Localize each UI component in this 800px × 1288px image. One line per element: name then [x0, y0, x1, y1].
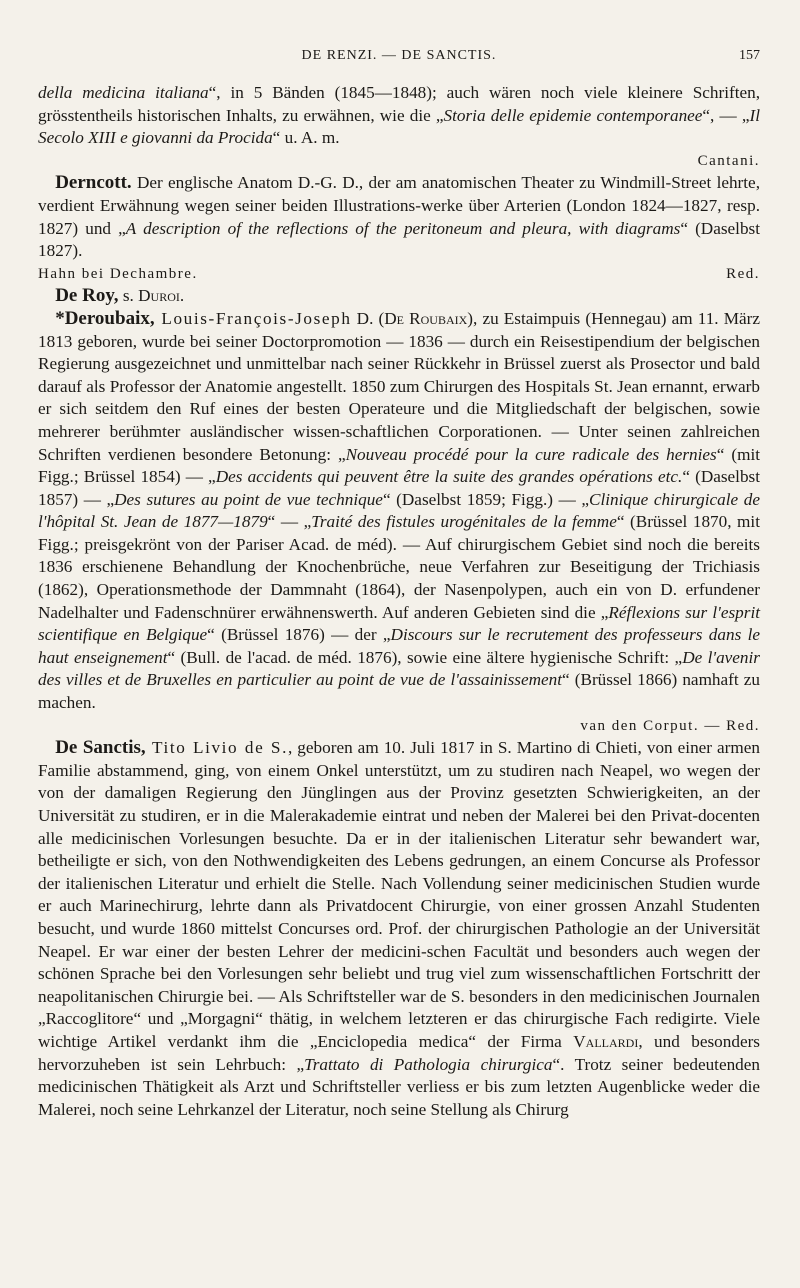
running-head-title: DE RENZI. — DE SANCTIS. [301, 48, 497, 63]
text: “ u. A. m. [272, 128, 340, 148]
work-title: Des accidents qui peuvent être la suite des grandes opérations etc. [215, 467, 683, 487]
work-title: Nouveau procédé pour la cure radicale des hernies [345, 444, 717, 464]
text: “, in 5 Bänden (1845—1848); auch wären noch viele kleinere Schriften, grösstentheils historischen Inhalts, zu erwähnen, wie die „ [38, 83, 760, 125]
text: “ (Daselbst 1859; Figg.) — „ [382, 489, 590, 509]
work-title: De l'avenir des villes et de Bruxelles en particulier au point de vue de l'assainissement [38, 647, 760, 690]
work-title: Storia delle epidemie contemporanee [443, 105, 703, 125]
text: “ (Daselbst 1857) — „ [38, 467, 761, 509]
signature: Red. [726, 265, 760, 282]
text: D. ( [351, 308, 385, 328]
text: s. [118, 286, 139, 306]
work-title: Trattato di Pathologia chirurgica [304, 1054, 553, 1074]
work-title: Clinique chirurgicale de l'hôpital St. Jean de 1877—1879 [38, 489, 760, 532]
text: “ — „ [267, 512, 312, 532]
cross-reference: Duroi. [138, 286, 185, 306]
work-title: della medicina italiana [38, 83, 209, 102]
signature: Cantani. [697, 152, 760, 169]
text: , geboren am 10. Juli 1817 in S. Martino di Chieti, von einer armen Familie abstammend, ging, von einem Onkel unterstützt, um zu studiren nach Neapel, wo wegen der von der damaligen Regierung den Jünglingen aus der Provinz gesetzten Schwierigkeiten, an der Universität zu studiren, er in die Malerakademie eintrat und neben der Malerei bei den Privat-docenten alle medicinischen Vorlesungen besuchte. Da er in der italienischen Literatur sehr bewandert war, betheiligte er sich, von den Nothwendigkeiten des Lebens gedrungen, an einem Concurse als Professor der italienischen Literatur und erhielt die Stelle. Nach Vollendung seiner medicinischen Studien wurde er auch Marinechirurg, lehrte dann als Privatdocent Chirurgie, von einer grossen Anzahl Studenten besucht, und wurde 1860 mittelst Concurses ord. Prof. der chirurgischen Pathologie an der Universität Neapel. Er war einer der besten Lehrer der medicini-schen Facultät und besonders auch wegen der schönen Sprache bei den Vorlesungen sehr beliebt und trug viel zum wissenschaftlichen Fortschritt der neapolitanischen Chirurgie bei. — Als Schriftsteller war de S. besonders in den medicinischen Journalen „Raccoglitore“ und „Morgagni“ thätig, in welchem letzteren er das chirurgische Fach redigirte. Viele wichtige Artikel verdankt ihm die „Enciclopedia medica“ der Firma [38, 738, 760, 1051]
text: “ (Brüssel 1876) — der „ [207, 625, 391, 645]
headword: De Sanctis, [55, 737, 146, 759]
text: “, — „ [702, 105, 750, 125]
text: “ (Brüssel 1870, mit Figg.; preisgekrönt von der Pariser Acad. de méd). — Auf chirurgischem Gebiet sind noch die bereits 1836 erschienene Behandlung der Knochenbrüche, neue Verfahren zur Beseitigung der Trichiasis (1862), Operationsmethode der Dammnaht (1864), der Nasenpolypen, auch ein von D. erfundener Nadelhalter und Fadenschnürer erwähnenswerth. Auf anderen Gebieten sind die „ [38, 512, 760, 622]
entry-derncott [38, 172, 760, 262]
text: Der englische Anatom D.-G. D., der am anatomischen Theater zu Windmill-Street lehrte, verdient Erwähnung wegen seiner beiden Illustrations-werke über Arterien (London 1824—1827, resp. 1827) und „ [38, 173, 760, 238]
person-name: Tito Livio de S. [145, 738, 288, 758]
publisher-name: Vallardi [573, 1031, 639, 1051]
text: “. Trotz seiner bedeutenden medicinischen Thätigkeit als Arzt und Schriftsteller verliess er bis zum letzten Augenblicke weder die Malerei, noch seine Lehrkanzel der Literatur, noch seine Stellung als Chirurg [38, 1054, 760, 1119]
work-title: Il Secolo XIII e giovanni da Procida [38, 105, 760, 148]
headword: *Deroubaix, [55, 307, 155, 329]
page-number: 157 [739, 48, 760, 63]
signature-row [38, 263, 760, 286]
work-title: Réflexions sur l'esprit scientifique en Belgique [38, 602, 760, 645]
text: , und besonders hervorzuheben ist sein Lehrbuch: „ [38, 1031, 760, 1074]
text: “ (Daselbst 1827). [38, 218, 760, 261]
text: ), zu Estaimpuis (Hennegau) am 11. März 1813 geboren, wurde bei seiner Doctorpromotion — 1836 — durch ein Reisestipendium der belgischen Regierung ausgezeichnet und unmittelbar nach seiner Rückkehr in Brüssel zuerst als Prosector und bald darauf als Professor der Anatomie angestellt. 1850 zum Chirurgen des Hospitals St. Jean ernannt, erwarb er sich seitdem den Ruf eines der besten Operateure und die Mitgliedschaft der belgischen, sowie mehrerer berühmter ausländischer wissen-schaftlichen Corporationen. — Unter seinen zahlreichen Schriften verdienen besondere Betonung: „ [38, 308, 761, 464]
entry-de-roy [38, 285, 760, 308]
body-text [38, 82, 760, 1121]
entry-de-sanctis [38, 737, 760, 1121]
text: “ (Bull. de l'acad. de méd. 1876), sowie eine ältere hygienische Schrift: „ [167, 647, 683, 667]
signature: van den Corput. — Red. [580, 717, 760, 734]
text: “ (mit Figg.; Brüssel 1854) — „ [38, 444, 760, 487]
signature-source: Hahn bei Dechambre. [38, 265, 198, 282]
work-title: Des sutures au point de vue technique [114, 489, 383, 509]
text: “ (Brüssel 1866) namhaft zu machen. [38, 670, 760, 713]
headword: De Roy, [55, 285, 119, 307]
alt-name: De Roubaix [384, 308, 468, 328]
entry-deroubaix [38, 308, 760, 715]
headword: Derncott. [55, 172, 132, 194]
entry-continuation [38, 82, 760, 150]
work-title: Traité des fistules urogénitales de la femme [311, 512, 617, 532]
person-name: Louis-François-Joseph [154, 308, 352, 328]
work-title: Discours sur le recrutement des professeurs dans le haut enseignement [38, 625, 760, 667]
running-head [38, 48, 760, 72]
work-title: A description of the reflections of the peritoneum and pleura, with diagrams [125, 218, 681, 238]
